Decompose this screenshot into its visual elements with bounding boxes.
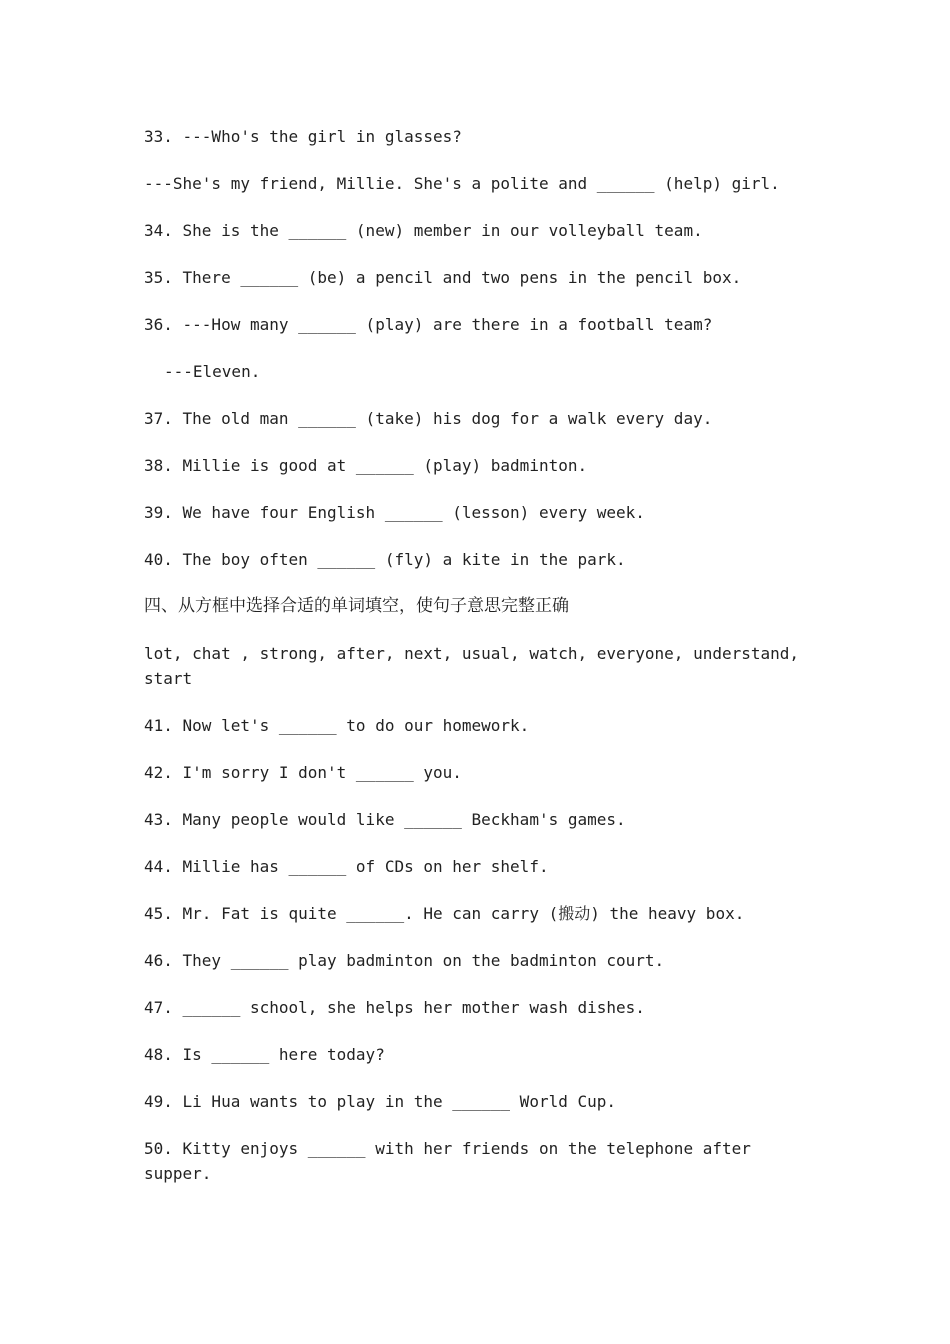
question-33-answer: ---She's my friend, Millie. She's a polite and ______ (help) girl.	[144, 174, 780, 193]
worksheet-page	[144, 124, 809, 1208]
question-43: 43. Many people would like ______ Beckham's games.	[144, 810, 626, 829]
question-37: 37. The old man ______ (take) his dog for a walk every day.	[144, 409, 713, 428]
section-4-heading: 四、从方框中选择合适的单词填空，使句子意思完整正确	[144, 596, 569, 616]
question-36-answer: ---Eleven.	[164, 362, 261, 381]
question-45: 45. Mr. Fat is quite ______. He can carry (搬动) the heavy box.	[144, 904, 745, 923]
question-40: 40. The boy often ______ (fly) a kite in the park.	[144, 550, 626, 569]
question-50: 50. Kitty enjoys ______ with her friends on the telephone after supper.	[144, 1139, 761, 1183]
question-36: 36. ---How many ______ (play) are there in a football team?	[144, 315, 713, 334]
question-33: 33. ---Who's the girl in glasses?	[144, 127, 462, 146]
question-47: 47. ______ school, she helps her mother wash dishes.	[144, 998, 645, 1017]
question-48: 48. Is ______ here today?	[144, 1045, 385, 1064]
question-41: 41. Now let's ______ to do our homework.	[144, 716, 530, 735]
word-bank: lot, chat , strong, after, next, usual, watch, everyone, understand, start	[144, 644, 809, 688]
question-34: 34. She is the ______ (new) member in our volleyball team.	[144, 221, 703, 240]
question-49: 49. Li Hua wants to play in the ______ World Cup.	[144, 1092, 617, 1111]
question-38: 38. Millie is good at ______ (play) badminton.	[144, 456, 588, 475]
question-44: 44. Millie has ______ of CDs on her shelf.	[144, 857, 549, 876]
question-42: 42. I'm sorry I don't ______ you.	[144, 763, 462, 782]
question-35: 35. There ______ (be) a pencil and two pens in the pencil box.	[144, 268, 742, 287]
question-46: 46. They ______ play badminton on the badminton court.	[144, 951, 665, 970]
question-39: 39. We have four English ______ (lesson) every week.	[144, 503, 645, 522]
